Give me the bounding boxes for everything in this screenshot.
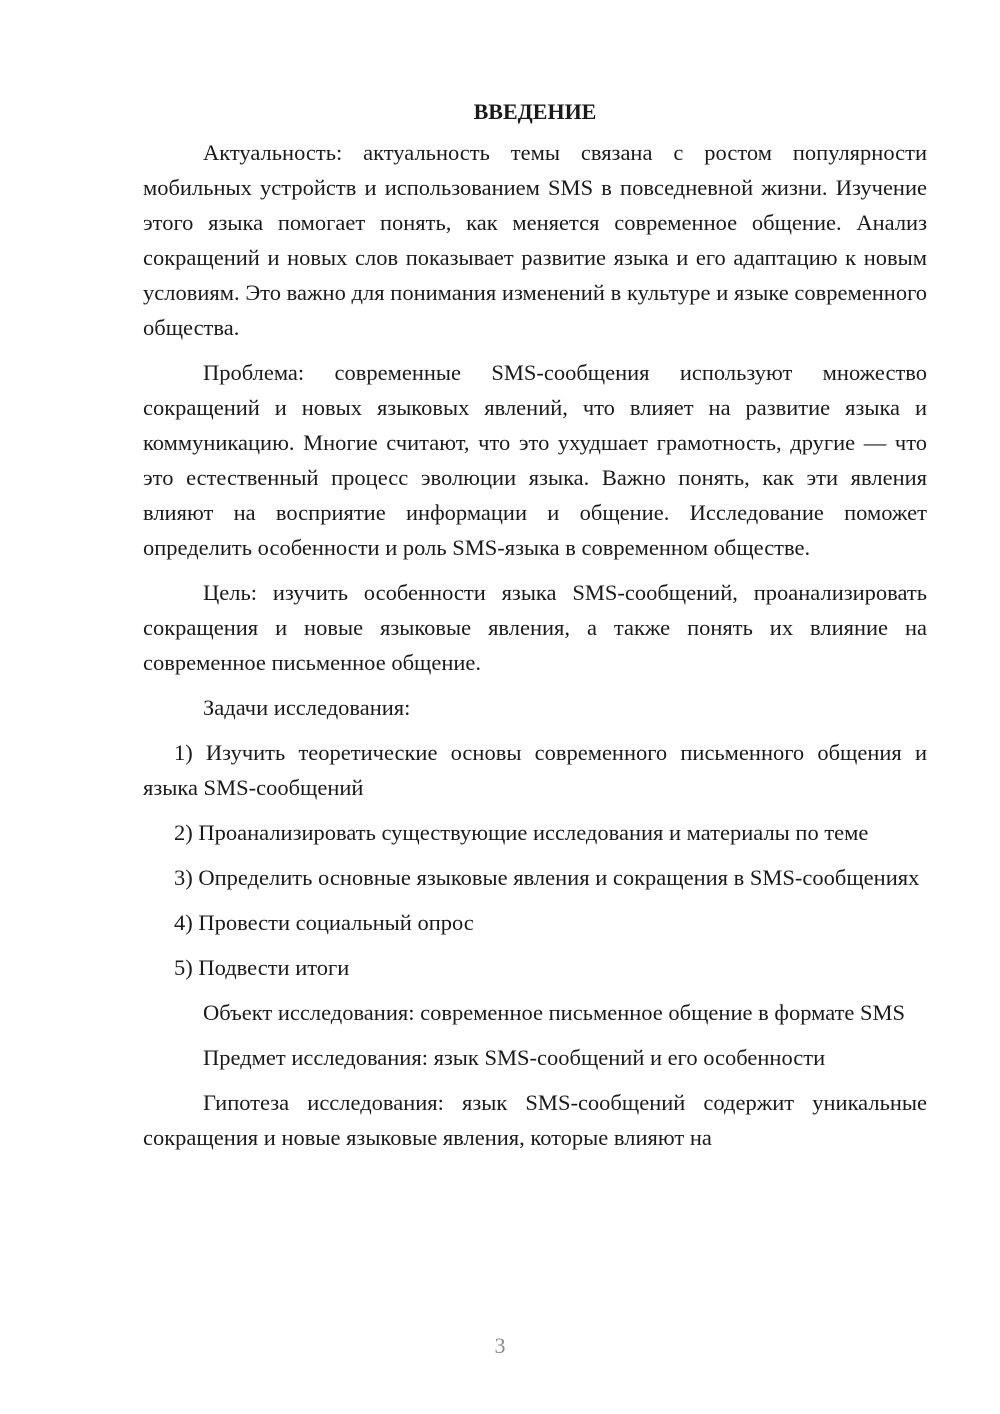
tasks-heading: Задачи исследования: [203,695,411,720]
task-item-5: 5) Подвести итоги [174,955,350,980]
problem-paragraph: Проблема: современные SMS-сообщения используют множество сокращений и новых языковых явлений, что влияет на развитие языка и коммуникацию. Многие считают, что это ухудшает грамотность, другие — что это естественный процесс эволюции языка. Важно понять, как эти явления влияют на восприятие информации и общение. Исследование поможет определить особенности и роль SMS-языка в современном обществе. [143,360,927,560]
task-item-1: 1) Изучить теоретические основы современного письменного общения и языка SMS-сообщений [143,740,927,800]
hypothesis-paragraph: Гипотеза исследования: язык SMS-сообщений содержит уникальные сокращения и новые языковые явления, которые влияют на [143,1090,927,1150]
task-item-3: 3) Определить основные языковые явления и сокращения в SMS-сообщениях [174,865,920,890]
object-paragraph: Объект исследования: современное письменное общение в формате SMS [203,1000,906,1025]
relevance-paragraph: Актуальность: актуальность темы связана с ростом популярности мобильных устройств и использованием SMS в повседневной жизни. Изучение этого языка помогает понять, как меняется современное общение. Анализ сокращений и новых слов показывает развитие языка и его адаптацию к новым условиям. Это важно для понимания изменений в культуре и языке современного общества. [143,140,927,340]
task-item-4: 4) Провести социальный опрос [174,910,474,935]
subject-paragraph: Предмет исследования: язык SMS-сообщений и его особенности [203,1045,826,1070]
page-number: 3 [494,1333,506,1358]
page-content [143,94,927,1165]
section-title: ВВЕДЕНИЕ [473,99,597,124]
task-item-2: 2) Проанализировать существующие исследования и материалы по теме [174,820,869,845]
goal-paragraph: Цель: изучить особенности языка SMS-сообщений, проанализировать сокращения и новые языковые явления, а также понять их влияние на современное письменное общение. [143,580,927,675]
